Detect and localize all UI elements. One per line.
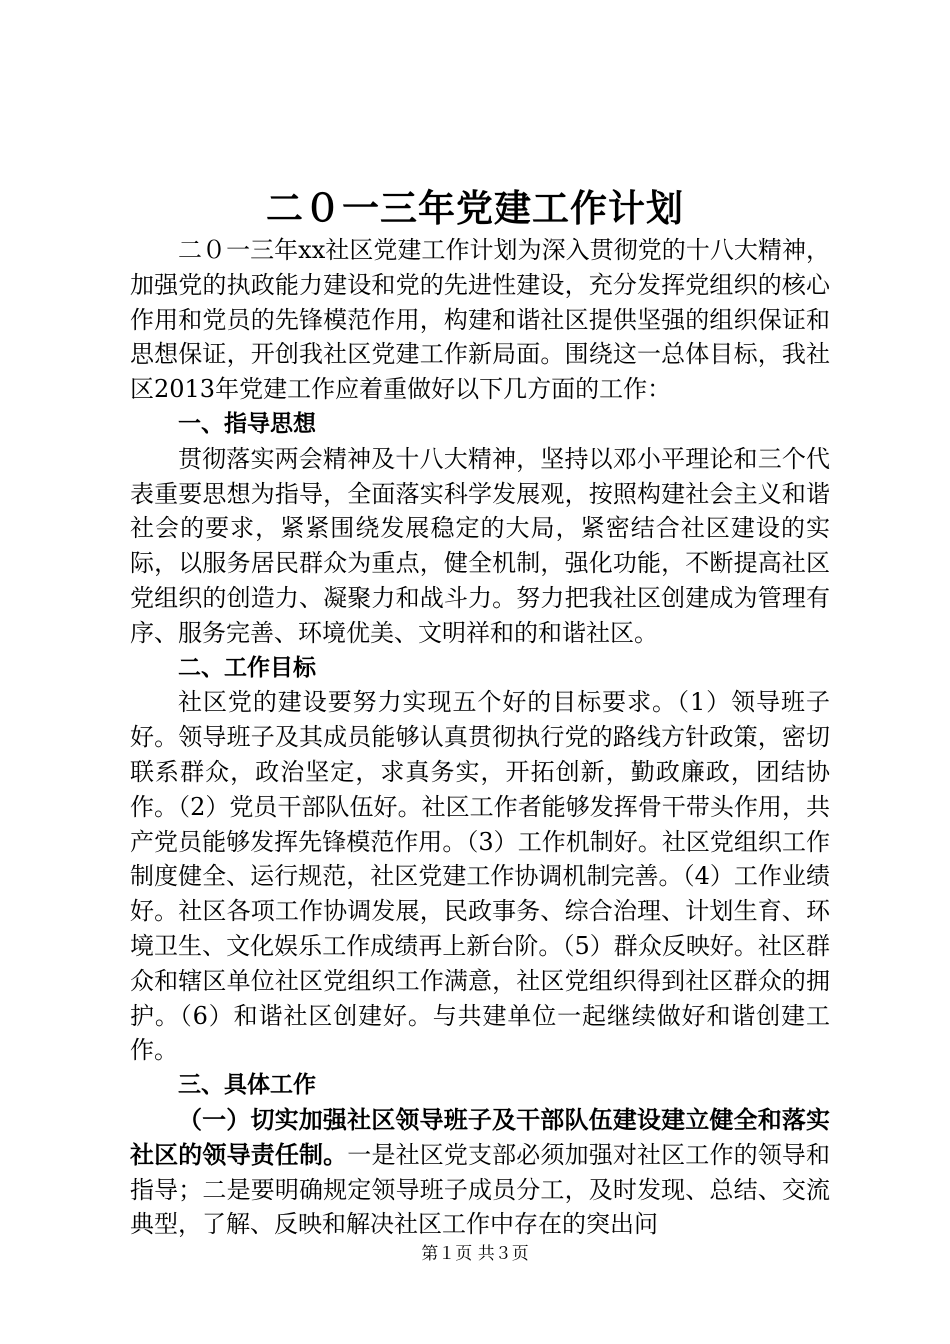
section-heading-work-goals: 二、工作目标 [178, 654, 316, 681]
intro-paragraph: 二０一三年xx社区党建工作计划为深入贯彻党的十八大精神，加强党的执政能力建设和党的先进性建设，充分发挥党组织的核心作用和党员的先锋模范作用，构建和谐社区提供坚强的组织保证和思想保证，开创我社区党建工作新局面。围绕这一总体目标，我社区2013年党建工作应着重做好以下几方面的工作： [130, 236, 830, 404]
section-heading-guiding-ideology: 一、指导思想 [178, 410, 316, 437]
section-paragraph-work-goals: 社区党的建设要努力实现五个好的目标要求。（1）领导班子好。领导班子及其成员能够认真贯彻执行党的路线方针政策，密切联系群众，政治坚定，求真务实，开拓创新，勤政廉政，团结协作。（2）党员干部队伍好。社区工作者能够发挥骨干带头作用，共产党员能够发挥先锋模范作用。（3）工作机制好。社区党组织工作制度健全、运行规范，社区党建工作协调机制完善。（4）工作业绩好。社区各项工作协调发展，民政事务、综合治理、计划生育、环境卫生、文化娱乐工作成绩再上新台阶。（5）群众反映好。社区群众和辖区单位社区党组织工作满意，社区党组织得到社区群众的拥护。（6）和谐社区创建好。与共建单位一起继续做好和谐创建工作。 [130, 688, 830, 1065]
subsection-text: 一是社区党支部必须加强对社区工作的领导和指导；二是要明确规定领导班子成员分工，及时发现、总结、交流典型，了解、反映和解决社区工作中存在的突出问 [130, 1140, 831, 1239]
document-body [130, 233, 830, 1242]
page-number-footer: 第１页 共３页 [421, 1244, 529, 1264]
section-paragraph-specific-work [130, 1103, 830, 1242]
subsection-lead: （一）切实加强社区领导班子及干部队伍建设建立健全和落实社区的领导责任制。 [130, 1105, 830, 1169]
section-paragraph-guiding-ideology: 贯彻落实两会精神及十八大精神，坚持以邓小平理论和三个代表重要思想为指导，全面落实科学发展观，按照构建社会主义和谐社会的要求，紧紧围绕发展稳定的大局，紧密结合社区建设的实际，以服务居民群众为重点，健全机制，强化功能，不断提高社区党组织的创造力、凝聚力和战斗力。努力把我社区创建成为管理有序、服务完善、环境优美、文明祥和的和谐社区。 [130, 444, 830, 647]
section-heading-specific-work: 三、具体工作 [178, 1072, 316, 1099]
document-title: 二０一三年党建工作计划 [266, 187, 684, 230]
